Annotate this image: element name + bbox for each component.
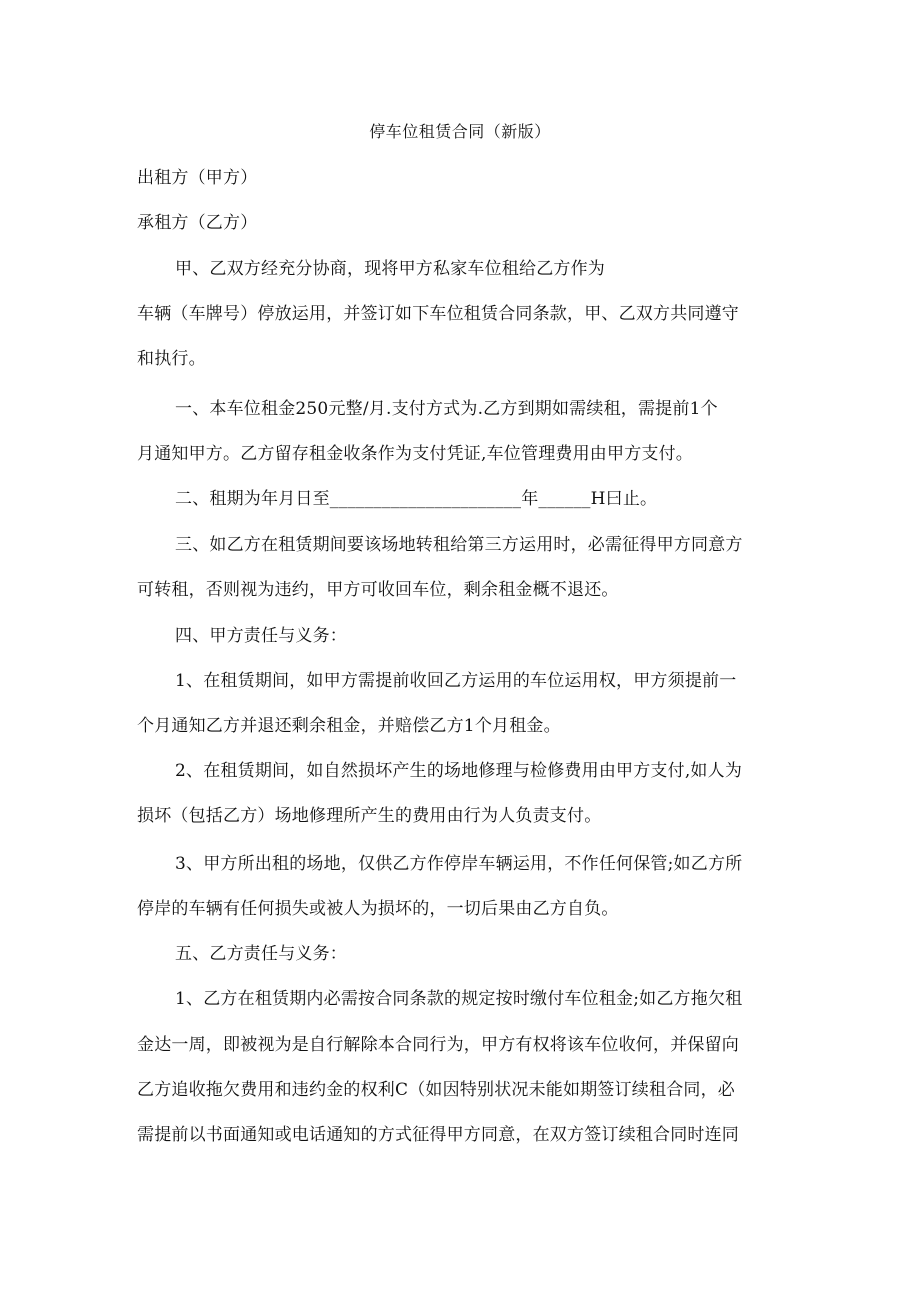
section-4-item-2-line-2: 损坏（包括乙方）场地修理所产生的费用由行为人负责支付。 — [137, 806, 602, 826]
clause-1-line-1: 一、本车位租金250元整/月.支付方式为.乙方到期如需续租，需提前1个 — [175, 399, 718, 419]
preamble-line-2: 车辆（车牌号）停放运用，并签订如下车位租赁合同条款，甲、乙双方共同遵守 — [137, 304, 739, 324]
clause-1-line-2: 月通知甲方。乙方留存租金收条作为支付凭证,车位管理费用由甲方支付。 — [137, 444, 694, 464]
clause-2-line-1: 二、租期为年月日至______________________年______H曰止。 — [175, 489, 658, 509]
clause-3-line-1: 三、如乙方在租赁期间要该场地转租给第三方运用时，必需征得甲方同意方 — [175, 535, 743, 555]
section-4-item-2-line-1: 2、在租赁期间，如自然损坏产生的场地修理与检修费用由甲方支付,如人为 — [175, 761, 743, 781]
lessor-line: 出租方（甲方） — [137, 168, 258, 188]
section-4-item-1-line-1: 1、在租赁期间，如甲方需提前收回乙方运用的车位运用权，甲方须提前一 — [175, 671, 737, 691]
section-4-item-1-line-2: 个月通知乙方并退还剩余租金，并赔偿乙方1个月租金。 — [137, 716, 561, 736]
section-5-heading: 五、乙方责任与义务： — [175, 944, 347, 964]
clause-3-line-2: 可转租，否则视为违约，甲方可收回车位，剩余租金概不退还。 — [137, 580, 619, 600]
section-4-item-3-line-1: 3、甲方所出租的场地，仅供乙方作停岸车辆运用，不作任何保管;如乙方所 — [175, 854, 743, 874]
lessee-line: 承租方（乙方） — [137, 213, 258, 233]
section-5-item-1-line-4: 需提前以书面通知或电话通知的方式征得甲方同意，在双方签订续租合同时连同 — [137, 1125, 739, 1145]
section-5-item-1-line-2: 金达一周，即被视为是自行解除本合同行为，甲方有权将该车位收何，并保留向 — [137, 1035, 739, 1055]
section-4-item-3-line-2: 停岸的车辆有任何损失或被人为损坏的，一切后果由乙方自负。 — [137, 899, 619, 919]
section-5-item-1-line-1: 1、乙方在租赁期内必需按合同条款的规定按时缴付车位租金;如乙方拖欠租 — [175, 989, 743, 1009]
section-5-item-1-line-3: 乙方追收拖欠费用和违约金的权利C（如因特别状况未能如期签订续租合同，必 — [137, 1080, 736, 1100]
document-title: 停车位租赁合同（新版） — [369, 122, 551, 141]
preamble-line-1: 甲、乙双方经充分协商，现将甲方私家车位租给乙方作为 — [175, 259, 605, 279]
section-4-heading: 四、甲方责任与义务： — [175, 626, 347, 646]
preamble-line-3: 和执行。 — [137, 349, 206, 369]
